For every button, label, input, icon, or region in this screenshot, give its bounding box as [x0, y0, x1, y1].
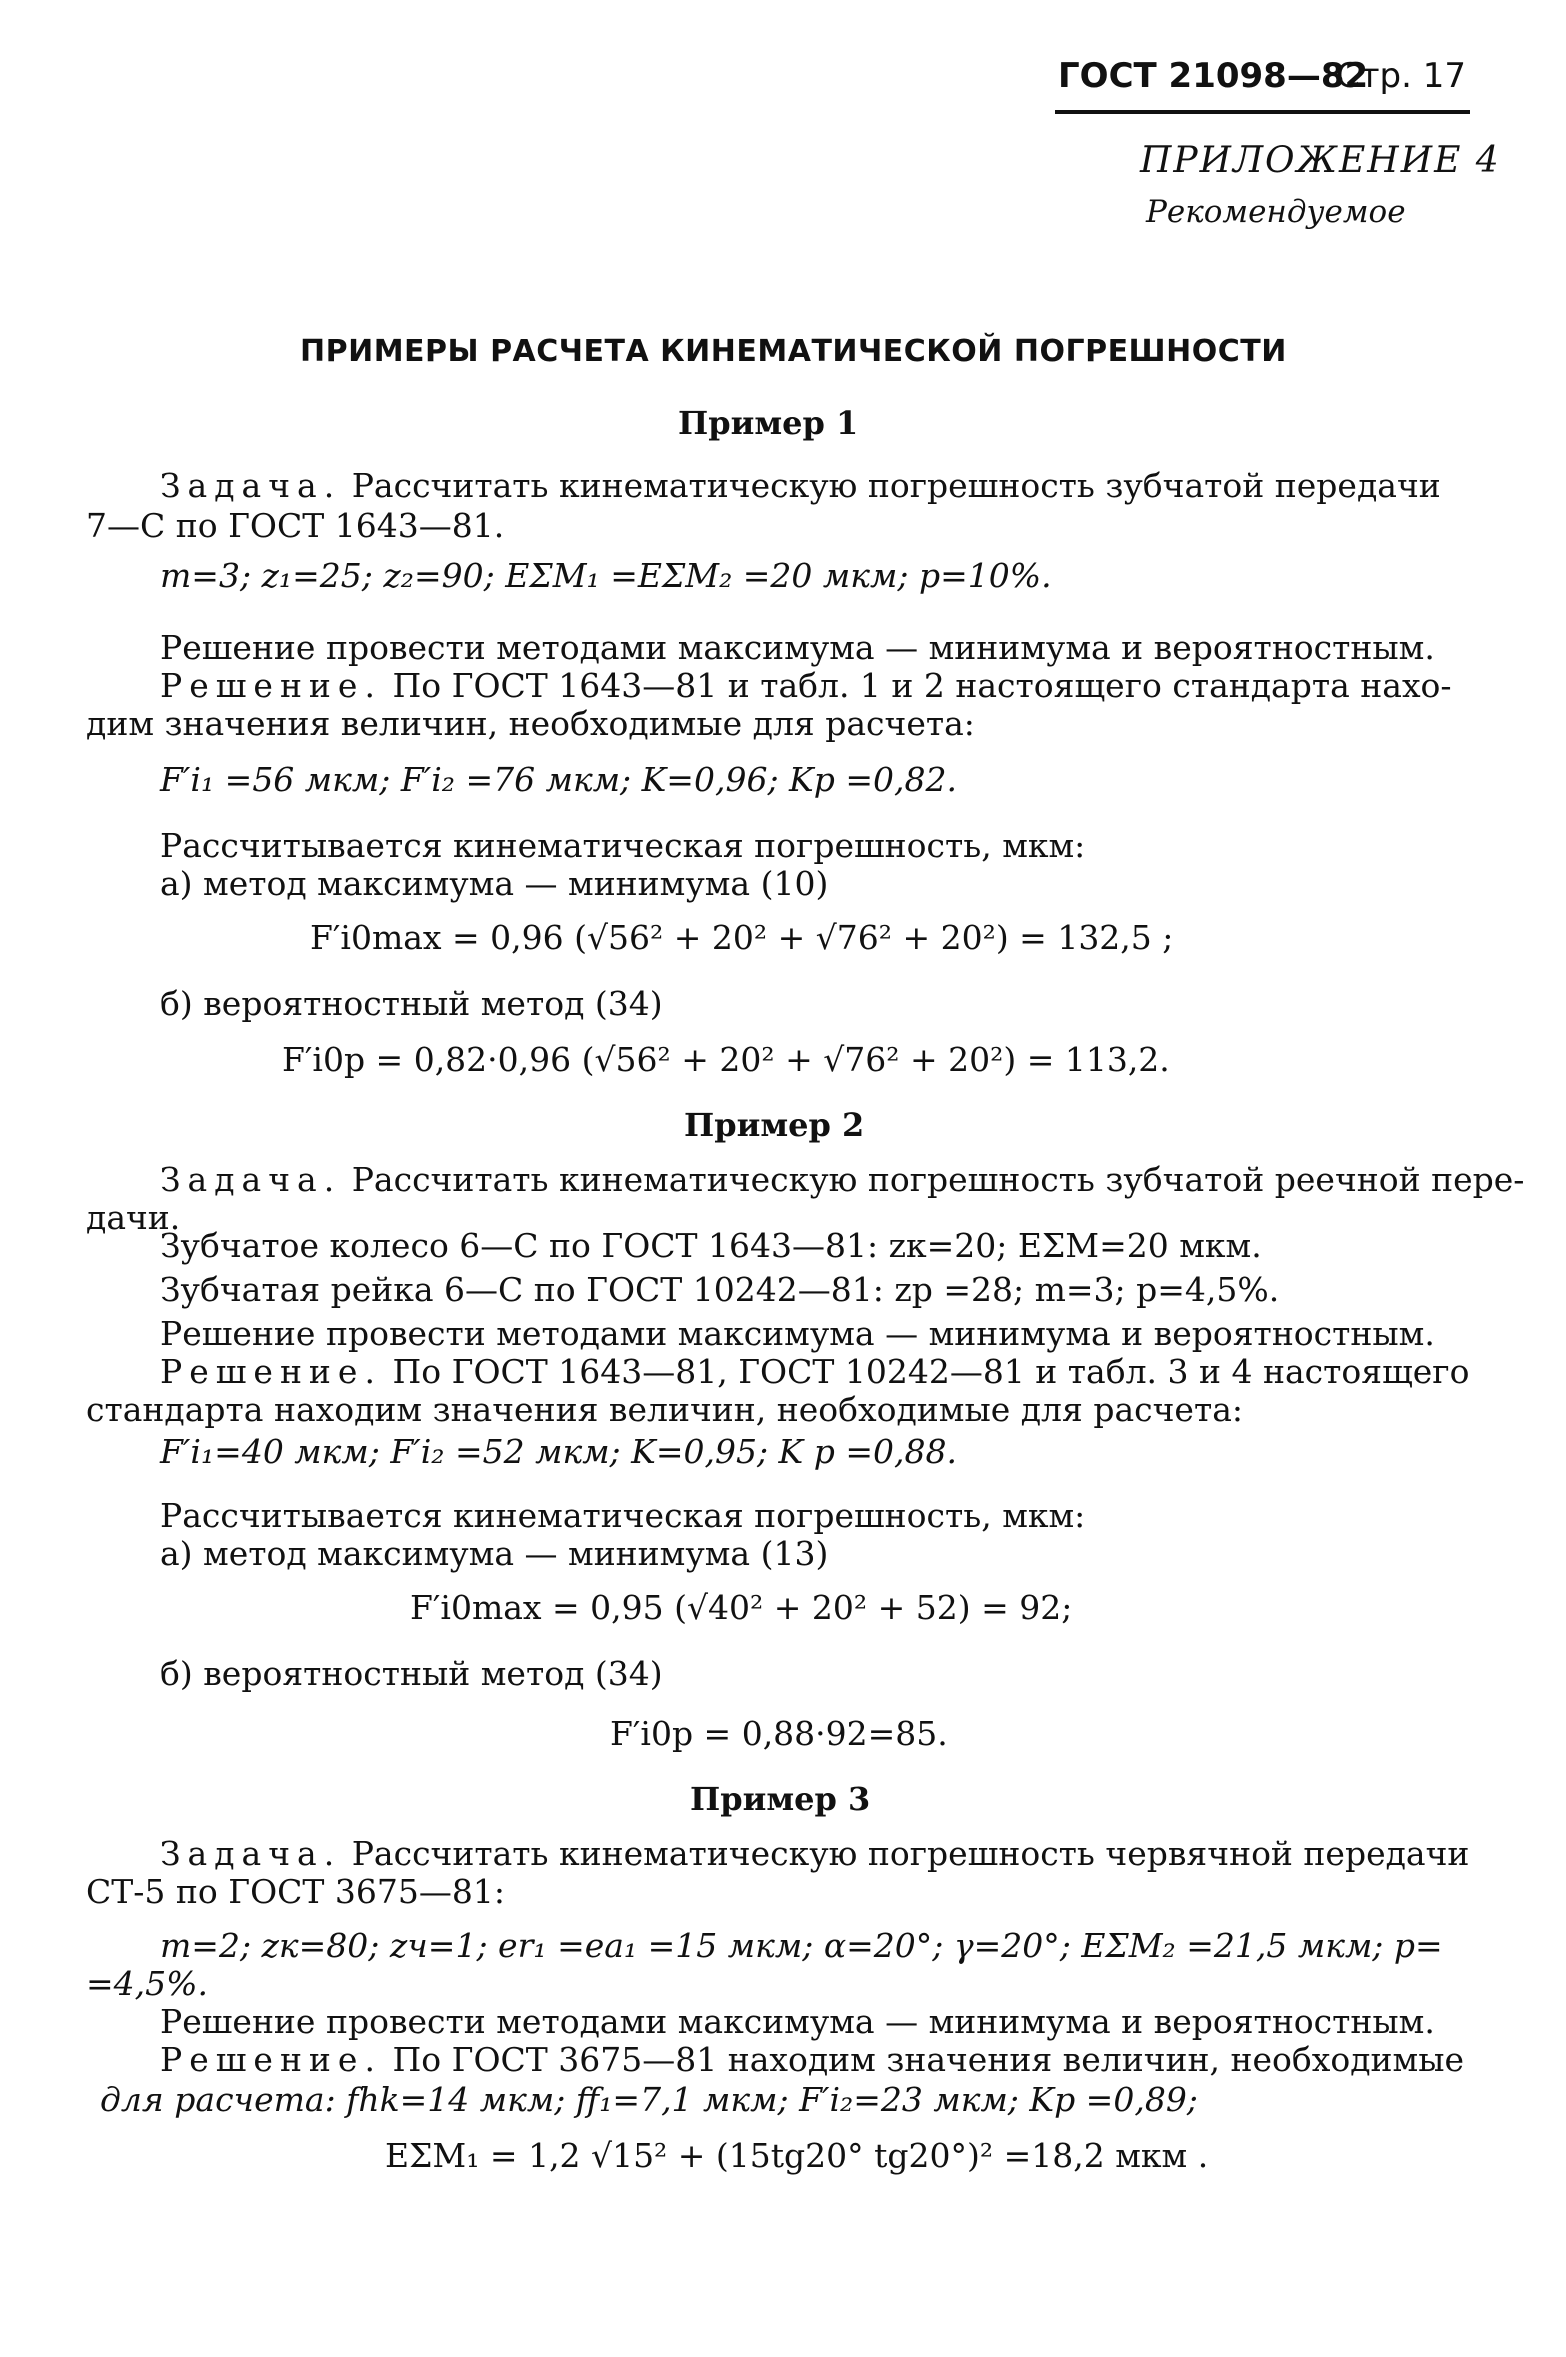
- ex1-task-text: Рассчитать кинематическую погрешность зубчатой передачи: [351, 466, 1441, 505]
- ex1-calc-intro: Рассчитывается кинематическая погрешность, мкм:: [160, 826, 1086, 865]
- ex1-formula-b: F′i0p = 0,82·0,96 (√56² + 20² + √76² + 20²) = 113,2.: [282, 1040, 1170, 1079]
- appendix-label: ПРИЛОЖЕНИЕ 4: [1140, 140, 1501, 181]
- ex2-rack: Зубчатая рейка 6—С по ГОСТ 10242—81: zр =28; m=3; p=4,5%.: [160, 1270, 1280, 1309]
- ex3-method: Решение провести методами максимума — минимума и вероятностным.: [160, 2002, 1435, 2041]
- ex1-solution-text: По ГОСТ 1643—81 и табл. 1 и 2 настоящего стандарта нахо-: [392, 666, 1452, 705]
- ex2-calc-intro: Рассчитывается кинематическая погрешность, мкм:: [160, 1496, 1086, 1535]
- ex2-task-text: Рассчитать кинематическую погрешность зубчатой реечной пере-: [351, 1160, 1525, 1199]
- ex2-solution-label: Решение.: [160, 1352, 382, 1391]
- ex2-method-b: б) вероятностный метод (34): [160, 1654, 663, 1693]
- ex2-method-a: а) метод максимума — минимума (13): [160, 1534, 829, 1573]
- ex1-task-label: Задача.: [160, 466, 342, 505]
- ex3-params: m=2; zк=80; zч=1; er₁ =ea₁ =15 мкм; α=20°; γ=20°; EΣM₂ =21,5 мкм; p=: [160, 1926, 1443, 1965]
- ex3-task-text2: СТ-5 по ГОСТ 3675—81:: [86, 1872, 505, 1911]
- page-title: ПРИМЕРЫ РАСЧЕТА КИНЕМАТИЧЕСКОЙ ПОГРЕШНОСТИ: [300, 334, 1287, 369]
- ex2-method: Решение провести методами максимума — минимума и вероятностным.: [160, 1314, 1435, 1353]
- ex1-method-b: б) вероятностный метод (34): [160, 984, 663, 1023]
- ex2-formula-b: F′i0p = 0,88·92=85.: [610, 1714, 948, 1753]
- appendix-status: Рекомендуемое: [1146, 194, 1406, 230]
- ex2-values: F′i₁=40 мкм; F′i₂ =52 мкм; K=0,95; K p =0,88.: [160, 1432, 957, 1471]
- ex1-method: Решение провести методами максимума — минимума и вероятностным.: [160, 628, 1435, 667]
- ex3-solution-text: По ГОСТ 3675—81 находим значения величин, необходимые: [392, 2040, 1465, 2079]
- ex3-task-line: [160, 1834, 1470, 1873]
- example-1-heading: Пример 1: [678, 404, 859, 442]
- ex1-solution-line: [160, 666, 1452, 705]
- example-3-heading: Пример 3: [690, 1780, 871, 1818]
- ex1-task-text2: 7—С по ГОСТ 1643—81.: [86, 506, 505, 545]
- page-label: Стр. 17: [1336, 56, 1467, 96]
- ex3-formula: EΣM₁ = 1,2 √15² + (15tg20° tg20°)² =18,2 мкм .: [385, 2136, 1209, 2175]
- ex2-formula-a: F′i0max = 0,95 (√40² + 20² + 52) = 92;: [410, 1588, 1073, 1627]
- ex1-formula-a: F′i0max = 0,96 (√56² + 20² + √76² + 20²) = 132,5 ;: [310, 918, 1174, 957]
- ex1-values: F′i₁ =56 мкм; F′i₂ =76 мкм; K=0,96; Kp =0,82.: [160, 760, 957, 799]
- ex3-solution-line: [160, 2040, 1464, 2079]
- ex2-solution-line: [160, 1352, 1469, 1391]
- ex1-task-line: [160, 466, 1470, 505]
- ex2-wheel: Зубчатое колесо 6—С по ГОСТ 1643—81: zк=20; EΣM=20 мкм.: [160, 1226, 1262, 1265]
- ex2-task-text2: дачи.: [86, 1198, 181, 1237]
- ex1-method-a: а) метод максимума — минимума (10): [160, 864, 829, 903]
- ex2-solution-text2: стандарта находим значения величин, необходимые для расчета:: [86, 1390, 1243, 1429]
- ex1-params: m=3; z₁=25; z₂=90; EΣM₁ =EΣM₂ =20 мкм; p=10%.: [160, 556, 1052, 595]
- ex2-solution-text: По ГОСТ 1643—81, ГОСТ 10242—81 и табл. 3 и 4 настоящего: [392, 1352, 1470, 1391]
- example-2-heading: Пример 2: [684, 1106, 865, 1144]
- ex3-task-text: Рассчитать кинематическую погрешность червячной передачи: [351, 1834, 1470, 1873]
- ex1-solution-text2: дим значения величин, необходимые для расчета:: [86, 704, 975, 743]
- ex3-task-label: Задача.: [160, 1834, 342, 1873]
- doc-id: ГОСТ 21098—82: [1058, 56, 1369, 96]
- ex3-solution-label: Решение.: [160, 2040, 382, 2079]
- ex3-params2: =4,5%.: [86, 1964, 208, 2003]
- ex2-task-line: [160, 1160, 1524, 1199]
- ex1-solution-label: Решение.: [160, 666, 382, 705]
- ex2-task-label: Задача.: [160, 1160, 342, 1199]
- ex3-solution-text2: для расчета: fhk=14 мкм; ff₁=7,1 мкм; F′i₂=23 мкм; Kp =0,89;: [100, 2080, 1198, 2119]
- header-rule: [1055, 110, 1470, 114]
